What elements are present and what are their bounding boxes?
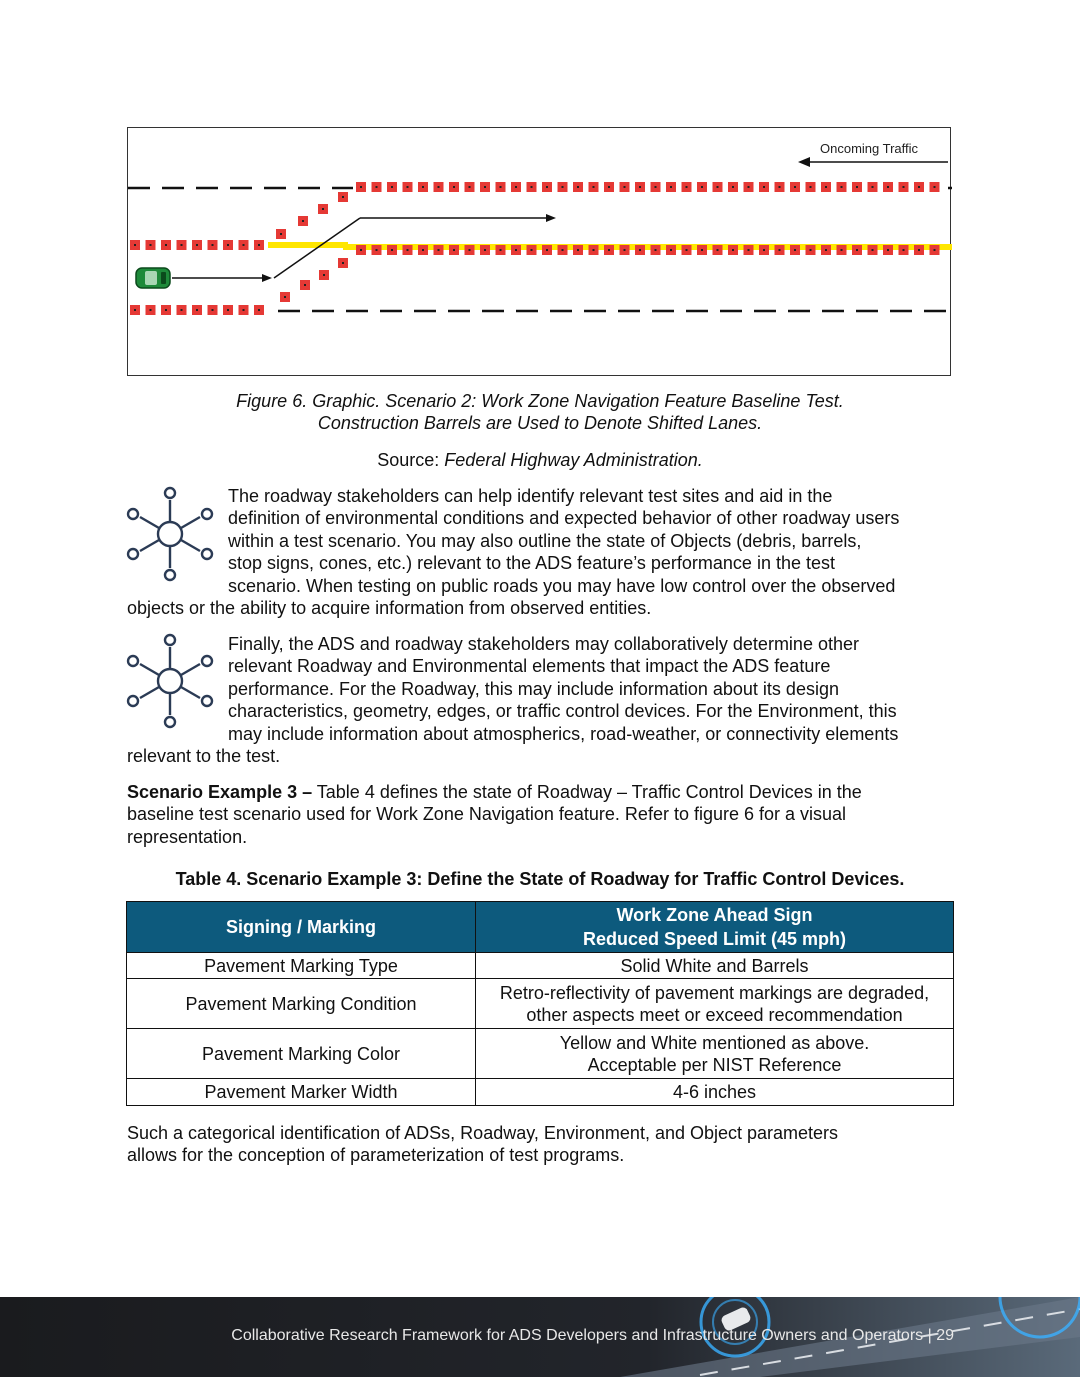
barrel-dot <box>577 186 579 188</box>
barrel-dot <box>322 208 324 210</box>
p1-line: scenario. When testing on public roads you may have low control over the observed <box>228 575 896 596</box>
barrel-dot <box>686 186 688 188</box>
barrel-dot <box>670 249 672 251</box>
barrel-dot <box>181 309 183 311</box>
barrel-dot <box>531 249 533 251</box>
scenario-example-paragraph <box>127 781 957 848</box>
p4-line1: Such a categorical identification of ADSs, Roadway, Environment, and Object parameters <box>127 1123 839 1143</box>
figure-caption-line2: Construction Barrels are Used to Denote Shifted Lanes. <box>317 413 763 433</box>
barrel-dot <box>608 186 610 188</box>
barrel-dot <box>546 249 548 251</box>
yellow-centerline-left <box>268 242 348 248</box>
p1-line: The roadway stakeholders can help identify relevant test sites and aid in the <box>228 486 833 506</box>
barrel-dot <box>227 244 229 246</box>
row-value-line1: Retro-reflectivity of pavement markings are degraded, <box>499 982 930 1003</box>
traffic-control-table <box>126 901 954 1106</box>
barrel-dot <box>258 244 260 246</box>
barrel-dot <box>701 186 703 188</box>
barrel-dot <box>227 309 229 311</box>
p3-line1: Table 4 defines the state of Roadway – Traffic Control Devices in the <box>312 782 862 802</box>
p1-line: definition of environmental conditions and expected behavior of other roadway users <box>228 508 900 529</box>
barrel-dot <box>165 309 167 311</box>
barrel-dot <box>639 186 641 188</box>
barrel-dot <box>562 186 564 188</box>
barrel-dot <box>825 186 827 188</box>
table-row <box>127 1029 954 1079</box>
barrel-dot <box>887 186 889 188</box>
row-value: Solid White and Barrels <box>476 953 954 979</box>
barrel-dot <box>302 220 304 222</box>
barrel-dot <box>422 186 424 188</box>
barrel-dot <box>562 249 564 251</box>
green-car <box>136 268 170 288</box>
barrel-dot <box>500 186 502 188</box>
barrel-dot <box>639 249 641 251</box>
barrel-dot <box>624 186 626 188</box>
barrel-dot <box>500 249 502 251</box>
row-label: Pavement Marking Type <box>127 953 476 979</box>
barrel-dot <box>686 249 688 251</box>
p2-line: relevant Roadway and Environmental elements that impact the ADS feature <box>228 656 831 677</box>
page-footer <box>0 1297 1080 1377</box>
barrel-dot <box>243 244 245 246</box>
barrel-dot <box>196 244 198 246</box>
footer-title: Collaborative Research Framework for ADS Developers and Infrastructure Owners and Operators <box>231 1327 924 1344</box>
barrel-dot <box>438 249 440 251</box>
closing-paragraph <box>127 1122 957 1167</box>
row-value-line1: Yellow and White mentioned as above. <box>559 1032 870 1053</box>
barrel-dot <box>748 186 750 188</box>
network-hub-icon <box>126 486 214 582</box>
barrel-dot <box>484 186 486 188</box>
barrel-dot <box>258 309 260 311</box>
paragraph-1-last-line: objects or the ability to acquire information from observed entities. <box>127 598 652 618</box>
barrel-dot <box>748 249 750 251</box>
barrel-dot <box>872 249 874 251</box>
p2-line: characteristics, geometry, edges, or traffic control devices. For the Environment, this <box>228 701 897 722</box>
header-col2-line1: Work Zone Ahead Sign <box>616 905 813 925</box>
figure-source <box>127 449 953 471</box>
row-label: Pavement Marking Condition <box>127 979 476 1029</box>
footer-text <box>231 1327 954 1345</box>
barrel-dot <box>469 249 471 251</box>
barrel-dot <box>484 249 486 251</box>
work-zone-diagram <box>128 128 952 377</box>
barrel-dot <box>360 186 362 188</box>
paragraph-2-last-line: relevant to the test. <box>127 746 281 766</box>
barrel-dot <box>515 249 517 251</box>
barrel-dot <box>469 186 471 188</box>
barrel-dot <box>763 186 765 188</box>
barrel-dot <box>779 249 781 251</box>
barrel-dot <box>422 249 424 251</box>
p3-line3: representation. <box>127 826 248 847</box>
barrel-dot <box>841 186 843 188</box>
barrel-dot <box>655 186 657 188</box>
source-text: Federal Highway Administration. <box>444 450 703 470</box>
barrel-dot <box>284 296 286 298</box>
oncoming-arrow-head <box>798 157 810 167</box>
network-hub-icon <box>126 633 214 729</box>
barrel-dot <box>670 186 672 188</box>
barrel-dot <box>856 249 858 251</box>
table-row <box>127 953 954 979</box>
arrow-head-2 <box>546 214 556 222</box>
barrel-dot <box>323 274 325 276</box>
barrel-dot <box>918 249 920 251</box>
barrel-dot <box>763 249 765 251</box>
scenario-example-lead: Scenario Example 3 – <box>127 782 313 802</box>
barrel-dot <box>593 186 595 188</box>
barrel-dot <box>280 233 282 235</box>
barrel-dot <box>376 186 378 188</box>
barrel-dot <box>903 186 905 188</box>
barrel-dot <box>856 186 858 188</box>
barrel-dot <box>872 186 874 188</box>
barrel-dot <box>376 249 378 251</box>
barrel-dot <box>903 249 905 251</box>
p2-line: performance. For the Roadway, this may include information about its design <box>228 678 839 699</box>
barrel-dot <box>453 186 455 188</box>
p3-line2: baseline test scenario used for Work Zone Navigation feature. Refer to figure 6 for a visual <box>127 804 847 825</box>
row-value: 4-6 inches <box>476 1079 954 1106</box>
barrel-dot <box>134 244 136 246</box>
paragraph-2-body <box>228 633 958 745</box>
barrel-dot <box>794 186 796 188</box>
footer-separator: | <box>923 1327 937 1344</box>
barrel-dot <box>841 249 843 251</box>
barrel-dot <box>243 309 245 311</box>
barrel-dot <box>655 249 657 251</box>
barrel-dot <box>165 244 167 246</box>
barrel-dot <box>196 309 198 311</box>
header-col2-line2: Reduced Speed Limit (45 mph) <box>582 929 847 949</box>
barrel-dot <box>531 186 533 188</box>
barrel-dot <box>342 196 344 198</box>
barrel-dot <box>794 249 796 251</box>
barrel-dot <box>150 244 152 246</box>
oncoming-traffic-label: Oncoming Traffic <box>820 141 919 156</box>
barrel-dot <box>934 249 936 251</box>
row-value-line2: other aspects meet or exceed recommendation <box>526 1004 903 1025</box>
p1-line: stop signs, cones, etc.) relevant to the ADS feature’s performance in the test <box>228 553 835 574</box>
barrel-dot <box>438 186 440 188</box>
barrel-dot <box>453 249 455 251</box>
barrel-dot <box>717 186 719 188</box>
header-signing-marking: Signing / Marking <box>127 902 476 953</box>
p2-line: may include information about atmospherics, road-weather, or connectivity elements <box>228 723 899 744</box>
barrel-dot <box>779 186 781 188</box>
p1-line: within a test scenario. You may also outline the state of Objects (debris, barrels, <box>228 530 862 551</box>
barrel-dot <box>515 186 517 188</box>
paragraph-1-body <box>228 485 958 597</box>
barrel-dot <box>825 249 827 251</box>
header-work-zone-sign <box>476 902 954 953</box>
barrel-dot <box>701 249 703 251</box>
barrel-dot <box>407 186 409 188</box>
barrel-dot <box>181 244 183 246</box>
row-label: Pavement Marker Width <box>127 1079 476 1106</box>
barrel-dot <box>150 309 152 311</box>
table-title: Table 4. Scenario Example 3: Define the State of Roadway for Traffic Control Devices. <box>175 869 905 889</box>
work-zone-figure <box>127 127 951 376</box>
table-row <box>127 979 954 1029</box>
row-value <box>476 1029 954 1079</box>
table-row <box>127 1079 954 1106</box>
barrel-dot <box>624 249 626 251</box>
row-value <box>476 979 954 1029</box>
barrel-dot <box>391 249 393 251</box>
barrel-dot <box>593 249 595 251</box>
barrel-dot <box>212 244 214 246</box>
arrow-head-1 <box>262 274 272 282</box>
barrel-dot <box>934 186 936 188</box>
barrel-dot <box>608 249 610 251</box>
row-value-line2: Acceptable per NIST Reference <box>587 1054 842 1075</box>
barrel-dot <box>732 186 734 188</box>
page-number: 29 <box>936 1327 954 1344</box>
barrel-dot <box>732 249 734 251</box>
p2-line: Finally, the ADS and roadway stakeholders may collaboratively determine other <box>228 634 859 654</box>
figure-caption-line1: Figure 6. Graphic. Scenario 2: Work Zone Navigation Feature Baseline Test. <box>236 391 844 411</box>
source-label: Source: <box>377 450 445 470</box>
barrel-dot <box>546 186 548 188</box>
barrel-dot <box>810 186 812 188</box>
barrel-dot <box>577 249 579 251</box>
barrel-dot <box>342 262 344 264</box>
barrel-dot <box>887 249 889 251</box>
barrel-dot <box>407 249 409 251</box>
barrel-dot <box>304 284 306 286</box>
row-label: Pavement Marking Color <box>127 1029 476 1079</box>
table-header-row <box>127 902 954 953</box>
p4-line2: allows for the conception of parameterization of test programs. <box>127 1145 625 1166</box>
barrel-dot <box>918 186 920 188</box>
barrel-dot <box>212 309 214 311</box>
barrel-dot <box>717 249 719 251</box>
barrel-dot <box>810 249 812 251</box>
barrel-dot <box>360 249 362 251</box>
barrel-dot <box>391 186 393 188</box>
barrel-dot <box>134 309 136 311</box>
